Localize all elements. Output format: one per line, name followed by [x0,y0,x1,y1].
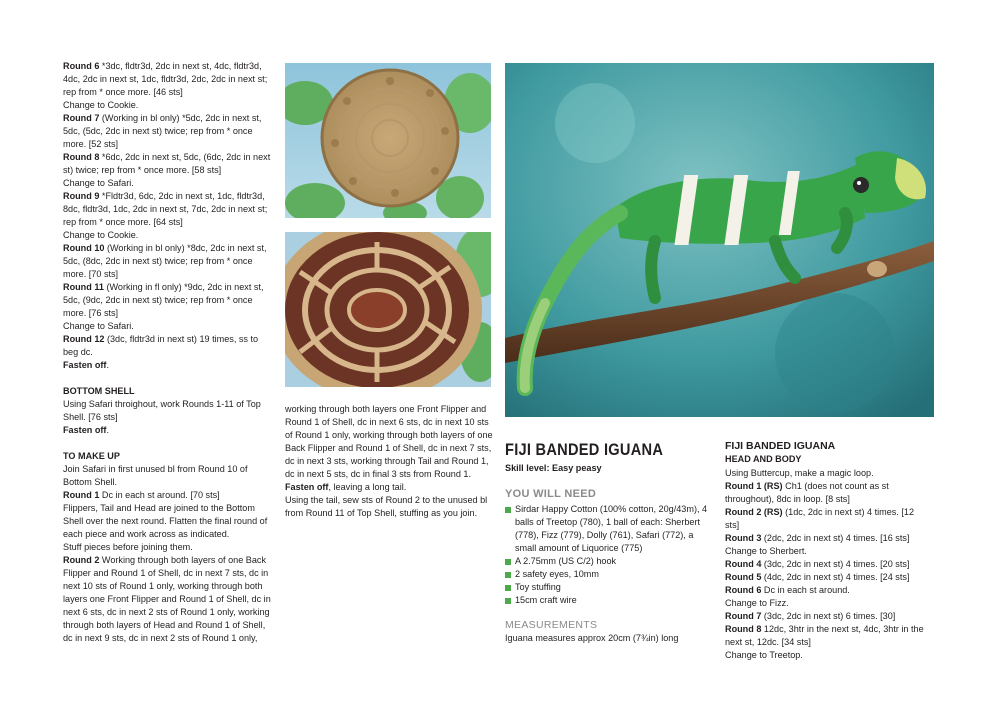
head-body-title: FIJI BANDED IGUANA [725,440,836,452]
head-body-paragraph [725,584,930,597]
bottom-shell-heading: BOTTOM SHELL [63,386,135,396]
head-body-paragraph [725,623,930,649]
head-body-round-label: Round 8 [725,624,762,634]
bottom-shell-text [63,398,273,437]
top-shell-round-label: Round 10 [63,243,105,253]
make-up-cont-paragraph-text: working through both layers one Front Flipper and Round 1 of Shell, dc in next 6 sts, dc in next 10 sts of Round 1 only, working through both layers of one Back Flipper and Round 1 of Shell, dc in next 7 sts, dc in next 3 sts, working through Tail and Round 1, dc in next 5 sts, dc in final 3 sts from Round 1. [285,404,493,479]
top-shell-paragraph [63,229,273,242]
head-body-paragraph-text: (1dc, 2dc in next st) 4 times. [12 sts] [725,507,915,530]
head-body-paragraph [725,545,930,558]
material-item-text: A 2.75mm (US C/2) hook [515,556,617,566]
bottom-shell-paragraph-text: . [106,425,109,435]
top-shell-rounds [63,60,273,372]
make-up-cont-paragraph-text: , leaving a long tail. [328,482,407,492]
make-up-heading: TO MAKE UP [63,451,120,461]
head-body-paragraph [725,480,930,506]
head-body-round-label: Round 1 (RS) [725,481,783,491]
head-body-paragraph [725,649,930,662]
top-shell-paragraph-text: Change to Cookie. [63,100,139,110]
top-shell-round-label: Round 11 [63,282,104,292]
make-up-round-label: Round 1 [63,490,100,500]
materials-list [505,503,715,607]
make-up-paragraph-text: Join Safari in first unused bl from Round 10 of Bottom Shell. [63,464,248,487]
material-item-text: Toy stuffing [515,582,561,592]
top-shell-paragraph [63,99,273,112]
head-body-paragraph-text: Dc in each st around. [761,585,850,595]
top-shell-paragraph-text: *6dc, 2dc in next st, 5dc, (6dc, 2dc in next st) twice; rep from * once more. [58 sts] [63,152,271,175]
top-shell-paragraph-text: (Working in fl only) *9dc, 2dc in next st, 5dc, (9dc, 2dc in next st) twice; rep from * once more. [76 sts] [63,282,264,318]
head-body-paragraph-text: (3dc, 2dc in next st) 6 times. [30] [761,611,896,621]
top-shell-paragraph-text: Change to Safari. [63,321,134,331]
material-item-text: 2 safety eyes, 10mm [515,569,599,579]
head-body-paragraph-text: Ch1 (does not count as st throughout), 8dc in loop. [8 sts] [725,481,889,504]
make-up-paragraph-text: Dc in each st around. [70 sts] [99,490,220,500]
head-body-round-label: Round 4 [725,559,762,569]
make-up-paragraph-text: Stuff pieces before joining them. [63,542,193,552]
make-up-paragraph [63,541,273,554]
make-up-round-label: Round 2 [63,555,100,565]
top-shell-paragraph [63,320,273,333]
make-up-paragraph [63,489,273,502]
top-shell-paragraph-text: . [106,360,109,370]
skill-level: Skill level: Easy peasy [505,463,602,473]
column-1 [63,60,273,645]
top-shell-paragraph [63,359,273,372]
material-item [505,555,715,568]
material-item [505,594,715,607]
top-shell-paragraph [63,281,273,320]
head-body-round-label: Round 7 [725,611,762,621]
head-body-paragraph-text: 12dc, 3htr in the next st, 4dc, 3htr in the next st, 12dc. [34 sts] [725,624,924,647]
head-body-paragraph [725,532,930,545]
head-body-paragraph-text: Using Buttercup, make a magic loop. [725,468,874,478]
head-body-round-label: Round 6 [725,585,762,595]
bullet-square-icon [505,585,511,591]
bullet-square-icon [505,507,511,513]
material-item [505,568,715,581]
top-shell-paragraph [63,112,273,151]
make-up-paragraph [63,502,273,541]
you-will-need-heading: YOU WILL NEED [505,488,597,500]
top-shell-paragraph [63,190,273,229]
head-body-paragraph [725,597,930,610]
head-body-paragraph-text: (2dc, 2dc in next st) 4 times. [16 sts] [761,533,910,543]
make-up-cont-paragraph [285,403,493,481]
top-shell-paragraph-text: Change to Cookie. [63,230,139,240]
make-up-text [63,463,273,645]
head-body-paragraph-text: Change to Fizz. [725,598,789,608]
turtle-top-shell-photo [285,232,491,387]
column-2 [285,403,493,520]
head-body-paragraph [725,558,930,571]
head-body-paragraph-text: (4dc, 2dc in next st) 4 times. [24 sts] [761,572,910,582]
bullet-square-icon [505,572,511,578]
make-up-cont-paragraph [285,481,493,494]
bottom-shell-paragraph [63,398,273,424]
top-shell-paragraph [63,242,273,281]
head-body-subtitle: HEAD AND BODY [725,454,802,464]
head-body-paragraph [725,610,930,623]
iguana-photo [505,63,934,417]
material-item-text: 15cm craft wire [515,595,577,605]
head-body-round-label: Round 2 (RS) [725,507,783,517]
material-item-text: Sirdar Happy Cotton (100% cotton, 20g/43m), 4 balls of Treetop (780), 1 ball of each: Sherbert (778), Fizz (779), Dolly (761), Safari (772), a small amount of Liquorice (775) [515,504,708,553]
top-shell-paragraph-text: (Working in bl only) *5dc, 2dc in next st, 5dc, (5dc, 2dc in next st) twice; rep from * once more. [52 sts] [63,113,262,149]
head-body-paragraph [725,467,930,480]
bottom-shell-paragraph [63,424,273,437]
top-shell-paragraph [63,60,273,99]
top-shell-paragraph-text: (3dc, fldtr3d in next st) 19 times, ss to beg dc. [63,334,259,357]
measurements-value: Iguana measures approx 20cm (7¾in) long [505,633,679,643]
column-4 [725,467,930,662]
turtle-underside-photo [285,63,491,218]
make-up-paragraph-text: Flippers, Tail and Head are joined to the Bottom Shell over the next round. Flatten the final round of each piece and work across as indicated. [63,503,268,539]
make-up-cont-paragraph-text: Using the tail, sew sts of Round 2 to the unused bl from Round 11 of Top Shell, stuffing as you join. [285,495,488,518]
head-body-paragraph [725,506,930,532]
head-body-round-label: Round 3 [725,533,762,543]
bullet-square-icon [505,598,511,604]
pattern-title: FIJI BANDED IGUANA [505,440,664,459]
top-shell-paragraph [63,151,273,177]
top-shell-paragraph-text: Change to Safari. [63,178,134,188]
bottom-shell-round-label: Fasten off [63,425,107,435]
bottom-shell-paragraph-text: Using Safari throighout, work Rounds 1-11 of Top Shell. [76 sts] [63,399,261,422]
head-body-paragraph [725,571,930,584]
head-body-paragraph-text: Change to Treetop. [725,650,803,660]
measurements-heading: MEASUREMENTS [505,619,598,631]
top-shell-round-label: Fasten off [63,360,107,370]
make-up-paragraph [63,554,273,645]
make-up-paragraph-text: Working through both layers of one Back Flipper and Round 1 of Shell, dc in next 7 sts, dc in next 10 sts of Round 1 only, working through both layers one Front Flipper and Round 1 of Shell, dc in next 6 sts, dc in next 2 sts of Round 1 only, working through both layers of Head and Round 1 of Shell, dc in next 9 sts, dc in next 2 sts of Round 1 only, [63,555,271,643]
make-up-paragraph [63,463,273,489]
top-shell-round-label: Round 9 [63,191,100,201]
top-shell-paragraph [63,177,273,190]
head-body-paragraph-text: Change to Sherbert. [725,546,807,556]
head-body-round-label: Round 5 [725,572,762,582]
top-shell-paragraph-text: *3dc, fldtr3d, 2dc in next st, 4dc, fldtr3d, 4dc, 2dc in next st, 1dc, fldtr3d, 2dc, 2dc in next st; rep from * once more. [46 sts] [63,61,268,97]
top-shell-round-label: Round 12 [63,334,105,344]
make-up-cont-round-label: Fasten off [285,482,329,492]
top-shell-round-label: Round 6 [63,61,100,71]
top-shell-round-label: Round 8 [63,152,100,162]
top-shell-paragraph [63,333,273,359]
top-shell-paragraph-text: (Working in bl only) *8dc, 2dc in next st, 5dc, (8dc, 2dc in next st) twice; rep from * once more. [70 sts] [63,243,267,279]
bullet-square-icon [505,559,511,565]
material-item [505,581,715,594]
top-shell-round-label: Round 7 [63,113,100,123]
material-item [505,503,715,555]
make-up-cont-paragraph [285,494,493,520]
head-body-paragraph-text: (3dc, 2dc in next st) 4 times. [20 sts] [761,559,910,569]
top-shell-paragraph-text: *Fldtr3d, 6dc, 2dc in next st, 1dc, fldtr3d, 8dc, fldtr3d, 1dc, 2dc in next st, 7dc, 2dc in next st; rep from * once more. [64 sts] [63,191,268,227]
